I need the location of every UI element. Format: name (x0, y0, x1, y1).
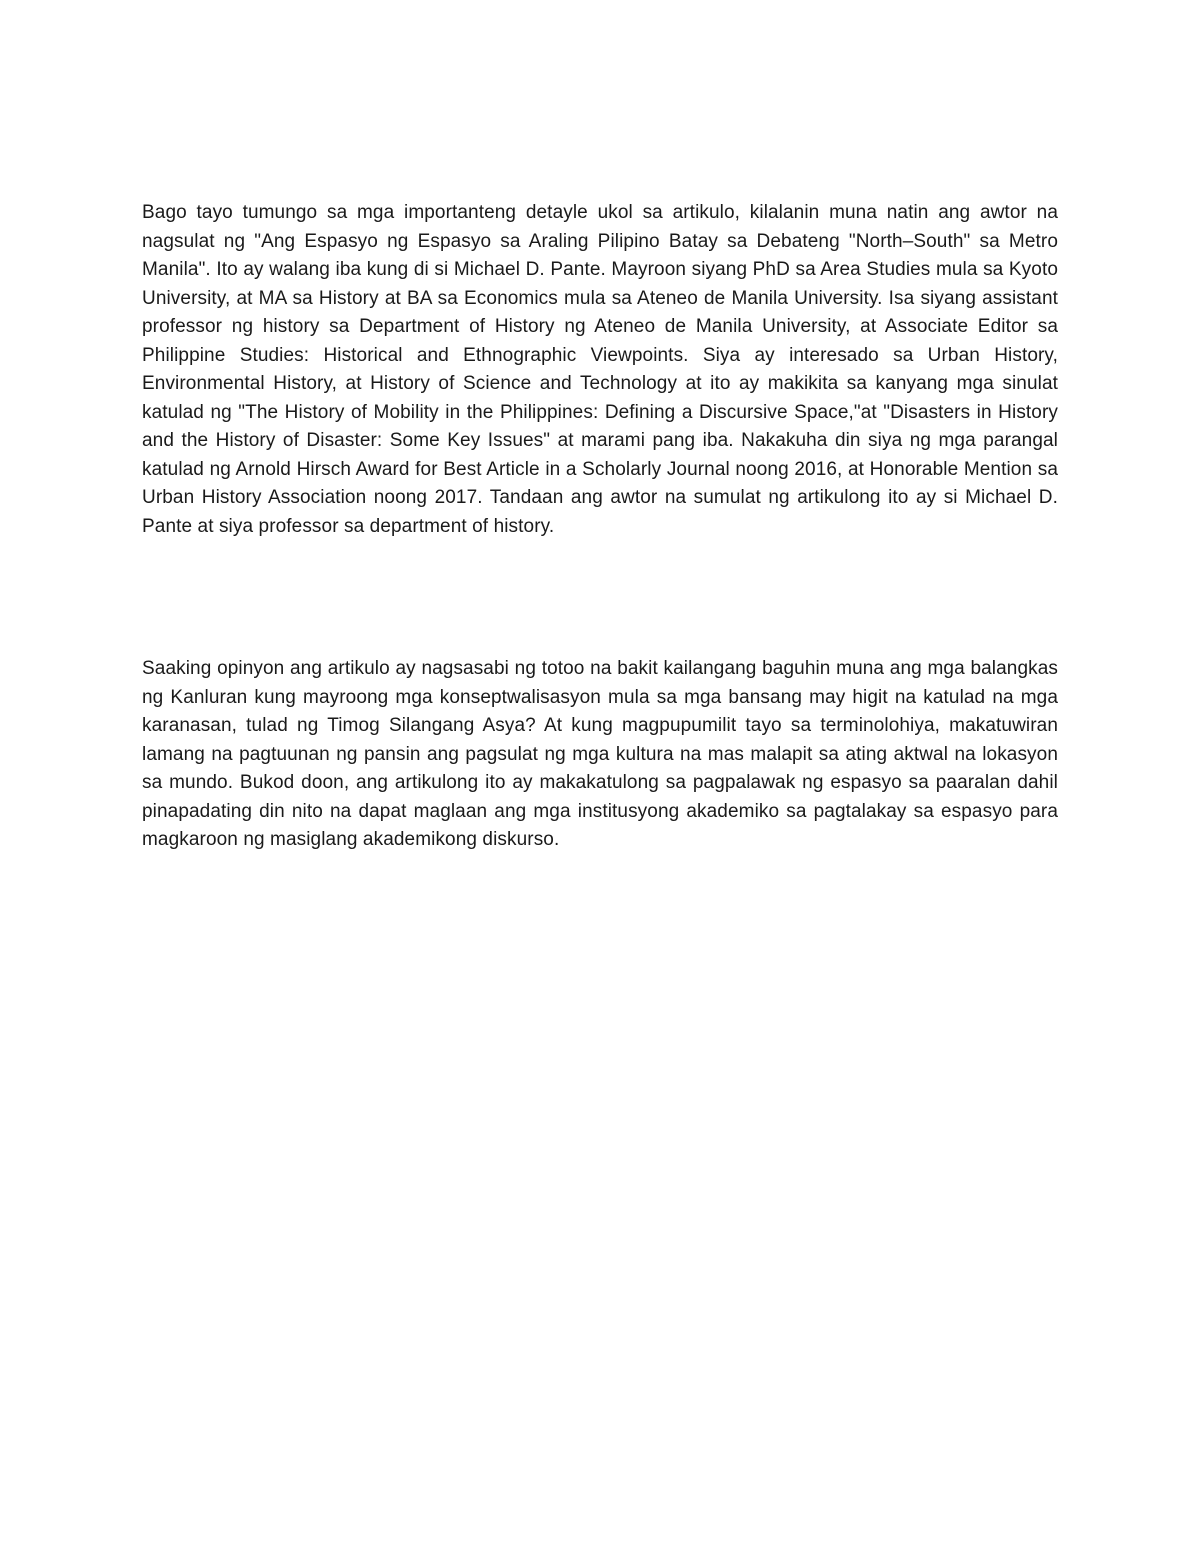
paragraph-author-background: Bago tayo tumungo sa mga importanteng detayle ukol sa artikulo, kilalanin muna natin ang awtor na nagsulat ng "Ang Espasyo ng Espasyo sa Araling Pilipino Batay sa Debateng "North–South" sa Metro Manila". Ito ay walang iba kung di si Michael D. Pante. Mayroon siyang PhD sa Area Studies mula sa Kyoto University, at MA sa History at BA sa Economics mula sa Ateneo de Manila University. Isa siyang assistant professor ng history sa Department of History ng Ateneo de Manila University, at Associate Editor sa Philippine Studies: Historical and Ethnographic Viewpoints. Siya ay interesado sa Urban History, Environmental History, at History of Science and Technology at ito ay makikita sa kanyang mga sinulat katulad ng "The History of Mobility in the Philippines: Defining a Discursive Space,"at "Disasters in History and the History of Disaster: Some Key Issues" at marami pang iba. Nakakuha din siya ng mga parangal katulad ng Arnold Hirsch Award for Best Article in a Scholarly Journal noong 2016, at Honorable Mention sa Urban History Association noong 2017. Tandaan ang awtor na sumulat ng artikulong ito ay si Michael D. Pante at siya professor sa department of history. (142, 202, 1058, 537)
paragraph-opinion: Saaking opinyon ang artikulo ay nagsasabi ng totoo na bakit kailangang baguhin muna ang mga balangkas ng Kanluran kung mayroong mga konseptwalisasyon mula sa mga bansang may higit na katulad na mga karanasan, tulad ng Timog Silangang Asya? At kung magpupumilit tayo sa terminolohiya, makatuwiran lamang na pagtuunan ng pansin ang pagsulat ng mga kultura na mas malapit sa ating aktwal na lokasyon sa mundo. Bukod doon, ang artikulong ito ay makakatulong sa pagpalawak ng espasyo sa paaralan dahil pinapadating din nito na dapat maglaan ang mga institusyong akademiko sa pagtalakay sa espasyo para magkaroon ng masiglang akademikong diskurso. (142, 658, 1058, 850)
